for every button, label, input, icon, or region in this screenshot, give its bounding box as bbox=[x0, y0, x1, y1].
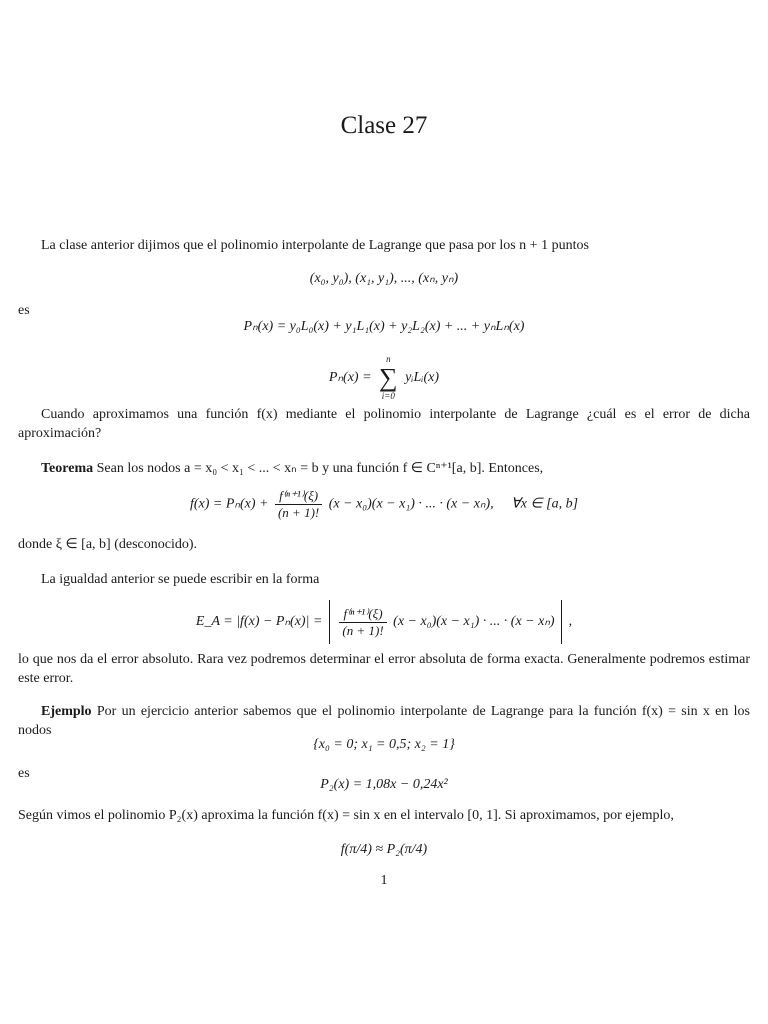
sum-left: Pₙ(x) = bbox=[328, 370, 372, 386]
error-fraction-num: f⁽ⁿ⁺¹⁾(ξ) bbox=[339, 606, 386, 623]
absolute-paragraph: lo que nos da el error absoluto. Rara vez podremos determinar el error absoluta de forma exacta. Generalmente podremos estimar este error. bbox=[18, 652, 750, 686]
abs-bar-left bbox=[329, 600, 330, 644]
abs-bar-right bbox=[561, 600, 562, 644]
sum-symbol: ∑ bbox=[379, 363, 398, 392]
donde-text: donde ξ ∈ [a, b] (desconocido). bbox=[18, 537, 197, 552]
equation-approx: f(π/4) ≈ P₂(π/4) bbox=[340, 842, 428, 857]
sum-lower-limit: i=0 bbox=[381, 391, 395, 401]
intro-paragraph: La clase anterior dijimos que el polinomio interpolante de Lagrange que pasa por los n + 1 puntos bbox=[41, 238, 589, 253]
igualdad-paragraph: La igualdad anterior se puede escribir en la forma bbox=[41, 572, 320, 587]
example-paragraph bbox=[18, 702, 750, 740]
segun-paragraph: Según vimos el polinomio P₂(x) aproxima la función f(x) = sin x en el intervalo [0, 1]. Si aproximamos, por ejemplo, bbox=[18, 808, 674, 823]
example-label: Ejemplo bbox=[41, 704, 92, 719]
theorem-fraction-num: f⁽ⁿ⁺¹⁾(ξ) bbox=[275, 488, 322, 505]
error-fraction-den: (n + 1)! bbox=[342, 622, 384, 638]
theorem-label: Teorema bbox=[41, 461, 94, 476]
theorem-eq-left: f(x) = Pₙ(x) + bbox=[189, 496, 269, 512]
theorem-fraction-den: (n + 1)! bbox=[277, 505, 320, 520]
equation-pn-sum bbox=[0, 354, 768, 402]
error-fraction bbox=[339, 606, 386, 639]
sum-upper-limit: n bbox=[386, 354, 391, 364]
equation-error bbox=[0, 600, 768, 644]
example-text: Por un ejercicio anterior sabemos que el polinomio interpolante de Lagrange para la función f(x) = sin x en los nodos bbox=[18, 704, 751, 738]
error-eq-right: (x − x₀)(x − x₁) · ... · (x − xₙ) bbox=[393, 614, 555, 630]
equation-theorem bbox=[0, 488, 768, 521]
theorem-eq-right: (x − x₀)(x − x₁) · ... · (x − xₙ), ∀x ∈ [a, b] bbox=[328, 496, 579, 512]
theorem-paragraph bbox=[18, 459, 750, 478]
es-text-1: es bbox=[18, 303, 30, 318]
error-eq-tail: , bbox=[568, 614, 573, 630]
equation-nodes: {x₀ = 0; x₁ = 0,5; x₂ = 1} bbox=[313, 737, 455, 752]
sum-operator bbox=[379, 354, 398, 402]
theorem-fraction bbox=[275, 488, 322, 521]
page-number: 1 bbox=[380, 873, 388, 888]
question-paragraph: Cuando aproximamos una función f(x) mediante el polinomio interpolante de Lagrange ¿cuál es el error de dicha aproximación? bbox=[18, 407, 750, 441]
es-text-2: es bbox=[18, 766, 30, 781]
error-eq-left: E_A = |f(x) − Pₙ(x)| = bbox=[195, 614, 323, 630]
sum-right: yᵢLᵢ(x) bbox=[405, 370, 440, 386]
equation-pn-expanded: Pₙ(x) = y₀L₀(x) + y₁L₁(x) + y₂L₂(x) + ... + yₙLₙ(x) bbox=[243, 319, 525, 334]
equation-p2: P₂(x) = 1,08x − 0,24x² bbox=[320, 777, 448, 792]
page-title: Clase 27 bbox=[340, 112, 428, 139]
theorem-text: Sean los nodos a = x₀ < x₁ < ... < xₙ = b y una función f ∈ Cⁿ⁺¹[a, b]. Entonces, bbox=[96, 461, 544, 476]
equation-points: (x₀, y₀), (x₁, y₁), ..., (xₙ, yₙ) bbox=[309, 271, 459, 286]
